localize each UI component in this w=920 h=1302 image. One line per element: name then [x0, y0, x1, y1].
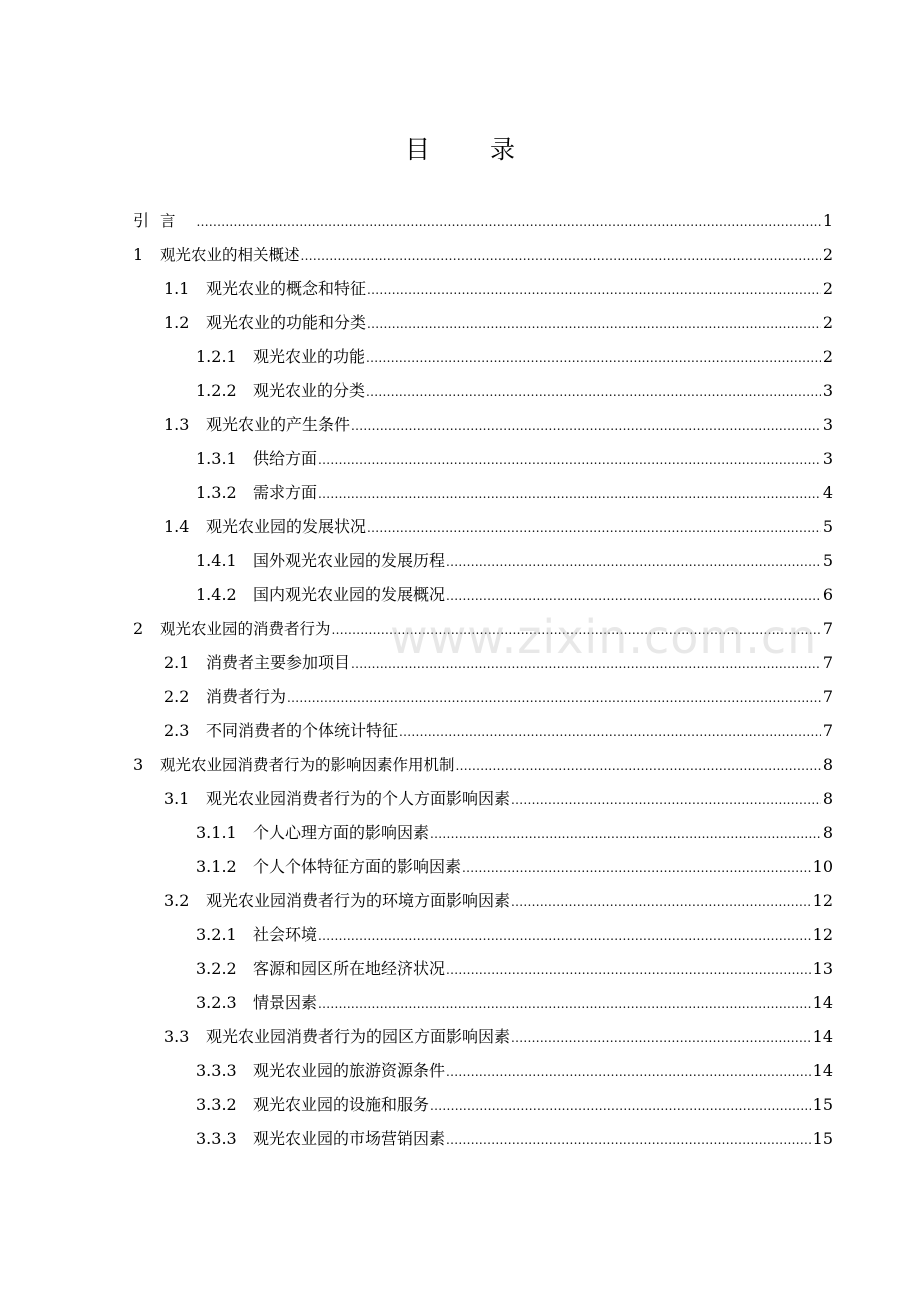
toc-dot-leader: [511, 885, 811, 919]
toc-entry[interactable]: [133, 816, 833, 850]
toc-heading: 目 录: [405, 135, 541, 164]
toc-dot-leader: [462, 851, 811, 885]
toc-entry[interactable]: [133, 714, 833, 748]
toc-dot-leader: [511, 1021, 811, 1055]
toc-entry[interactable]: [133, 374, 833, 408]
toc-entry-number: 1: [133, 245, 144, 264]
toc-entry-number: 3.1.2: [196, 857, 237, 876]
toc-entry-number: 2.2: [164, 687, 190, 706]
toc-dot-leader: [446, 1055, 811, 1089]
toc-entry-page: 15: [812, 1129, 833, 1148]
toc-entry-page: 8: [822, 823, 833, 842]
toc-entry-title: 不同消费者的个体统计特征: [206, 721, 399, 740]
toc-entry-title: 言: [160, 212, 196, 230]
toc-entry-title: 观光农业园消费者行为的环境方面影响因素: [206, 891, 511, 910]
toc-entry-page: 1: [822, 211, 833, 230]
toc-entry[interactable]: [133, 1088, 833, 1122]
toc-entry-page: 5: [822, 517, 833, 536]
toc-entry-page: 14: [812, 1027, 833, 1046]
toc-entry-number: 3.2: [164, 891, 190, 910]
toc-entry[interactable]: [133, 272, 833, 306]
toc-entry-number: 1.3: [164, 415, 190, 434]
toc-entry[interactable]: [133, 238, 833, 272]
toc-entry-number: 3.3: [164, 1027, 190, 1046]
toc-entry-number: 3.3.3: [196, 1129, 237, 1148]
toc-entry-title: 国外观光农业园的发展历程: [253, 551, 446, 570]
toc-entry[interactable]: [133, 204, 833, 238]
toc-entry-number: 1.1: [164, 279, 190, 298]
toc-entry-page: 7: [822, 687, 833, 706]
toc-entry-title: 情景因素: [253, 993, 318, 1012]
toc-entry-title: 观光农业园的消费者行为: [160, 620, 331, 638]
toc-entry[interactable]: [133, 578, 833, 612]
toc-entry-number: 3.2.2: [196, 959, 237, 978]
toc-entry-page: 7: [822, 619, 833, 638]
toc-entry-page: 8: [822, 755, 833, 774]
toc-entry-page: 3: [822, 381, 833, 400]
toc-entry-number: 1.2.2: [196, 381, 237, 400]
toc-entry[interactable]: [133, 306, 833, 340]
toc-entry-page: 6: [822, 585, 833, 604]
toc-entry-number: 1.2.1: [196, 347, 237, 366]
toc-entry-title: 需求方面: [253, 483, 318, 502]
toc-entry-page: 15: [812, 1095, 833, 1114]
toc-entry-title: 观光农业园消费者行为的影响因素作用机制: [160, 756, 455, 774]
toc-entry-title: 观光农业园的设施和服务: [253, 1095, 430, 1114]
toc-entry-title: 观光农业的分类: [253, 381, 366, 400]
toc-entry-number: 2.3: [164, 721, 190, 740]
toc-dot-leader: [446, 953, 811, 987]
toc-entry[interactable]: [133, 884, 833, 918]
toc-dot-leader: [430, 1089, 811, 1123]
toc-entry-number: 1.4.2: [196, 585, 237, 604]
toc-dot-leader: [287, 681, 821, 715]
toc-entry-title: 观光农业的概念和特征: [206, 279, 367, 298]
toc-entry-title: 个人心理方面的影响因素: [253, 823, 430, 842]
toc-dot-leader: [367, 307, 821, 341]
toc-entry[interactable]: [133, 1122, 833, 1156]
toc-dot-leader: [456, 749, 821, 783]
toc-entry-number: 1.4.1: [196, 551, 237, 570]
toc-entry-page: 3: [822, 415, 833, 434]
toc-entry-title: 消费者主要参加项目: [206, 653, 351, 672]
toc-entry[interactable]: [133, 510, 833, 544]
toc-entry-page: 5: [822, 551, 833, 570]
toc-entry-number: 3.1.1: [196, 823, 237, 842]
toc-entry[interactable]: [133, 986, 833, 1020]
toc-entry[interactable]: [133, 408, 833, 442]
toc-entry-number: 3.3.2: [196, 1095, 237, 1114]
toc-entry-number: 3.1: [164, 789, 190, 808]
toc-entry[interactable]: [133, 952, 833, 986]
toc-entry-number: 引: [133, 211, 150, 230]
watermark: www.zixin.com.cn: [390, 610, 818, 664]
toc-entry[interactable]: [133, 442, 833, 476]
toc-entry-page: 2: [822, 279, 833, 298]
toc-entry-title: 观光农业的相关概述: [160, 246, 300, 264]
toc-entry-page: 12: [812, 925, 833, 944]
toc-entry-number: 2: [133, 619, 144, 638]
toc-entry-page: 4: [822, 483, 833, 502]
toc-entry[interactable]: [133, 340, 833, 374]
toc-dot-leader: [367, 511, 821, 545]
toc-entry-title: 观光农业园消费者行为的个人方面影响因素: [206, 789, 511, 808]
toc-dot-leader: [318, 919, 811, 953]
toc-entry-number: 2.1: [164, 653, 190, 672]
toc-entry-page: 14: [812, 1061, 833, 1080]
toc-entry-page: 8: [822, 789, 833, 808]
toc-dot-leader: [351, 647, 821, 681]
toc-dot-leader: [366, 341, 821, 375]
toc-entry-title: 观光农业的功能和分类: [206, 313, 367, 332]
toc-dot-leader: [511, 783, 821, 817]
toc-entry[interactable]: [133, 612, 833, 646]
toc-entry[interactable]: [133, 782, 833, 816]
toc-entry-page: 7: [822, 653, 833, 672]
toc-entry-page: 14: [812, 993, 833, 1012]
toc-entry-title: 观光农业的功能: [253, 347, 366, 366]
toc-entry-number: 3.2.1: [196, 925, 237, 944]
toc-dot-leader: [446, 1123, 811, 1157]
toc-entry-number: 3.2.3: [196, 993, 237, 1012]
toc-entry-number: 1.4: [164, 517, 190, 536]
toc-entry-number: 1.3.1: [196, 449, 237, 468]
toc-entry-number: 1.3.2: [196, 483, 237, 502]
toc-dot-leader: [318, 443, 821, 477]
toc-entry[interactable]: [133, 544, 833, 578]
toc-entry-title: 观光农业园的旅游资源条件: [253, 1061, 446, 1080]
toc-dot-leader: [301, 239, 821, 273]
toc-entry-page: 7: [822, 721, 833, 740]
table-of-contents: [133, 204, 833, 1156]
toc-entry-page: 10: [812, 857, 833, 876]
toc-dot-leader: [430, 817, 821, 851]
toc-entry-title: 社会环境: [253, 925, 318, 944]
toc-entry-title: 观光农业园的发展状况: [206, 517, 367, 536]
toc-dot-leader: [318, 477, 821, 511]
toc-entry-number: 3.3.3: [196, 1061, 237, 1080]
toc-entry-page: 2: [822, 347, 833, 366]
toc-entry-title: 观光农业的产生条件: [206, 415, 351, 434]
toc-entry[interactable]: [133, 850, 833, 884]
toc-entry-page: 2: [822, 313, 833, 332]
toc-entry-number: 3: [133, 755, 144, 774]
toc-entry[interactable]: [133, 1054, 833, 1088]
toc-entry-title: 个人个体特征方面的影响因素: [253, 857, 462, 876]
toc-entry-title: 观光农业园消费者行为的园区方面影响因素: [206, 1027, 511, 1046]
toc-dot-leader: [351, 409, 821, 443]
toc-entry-title: 消费者行为: [206, 687, 287, 706]
toc-entry-title: 观光农业园的市场营销因素: [253, 1129, 446, 1148]
toc-dot-leader: [366, 375, 821, 409]
toc-entry-page: 2: [822, 245, 833, 264]
toc-entry-number: 1.2: [164, 313, 190, 332]
toc-dot-leader: [446, 579, 821, 613]
toc-entry[interactable]: [133, 680, 833, 714]
toc-dot-leader: [399, 715, 821, 749]
toc-entry-page: 12: [812, 891, 833, 910]
toc-dot-leader: [446, 545, 821, 579]
toc-entry-title: 客源和园区所在地经济状况: [253, 959, 446, 978]
toc-entry-page: 3: [822, 449, 833, 468]
toc-entry[interactable]: [133, 1020, 833, 1054]
toc-entry[interactable]: [133, 748, 833, 782]
toc-entry[interactable]: [133, 476, 833, 510]
toc-entry[interactable]: [133, 646, 833, 680]
toc-entry[interactable]: [133, 918, 833, 952]
toc-dot-leader: [332, 613, 821, 647]
toc-dot-leader: [318, 987, 811, 1021]
toc-entry-page: 13: [812, 959, 833, 978]
toc-dot-leader: [197, 205, 821, 239]
toc-entry-title: 国内观光农业园的发展概况: [253, 585, 446, 604]
toc-entry-title: 供给方面: [253, 449, 318, 468]
toc-dot-leader: [367, 273, 821, 307]
